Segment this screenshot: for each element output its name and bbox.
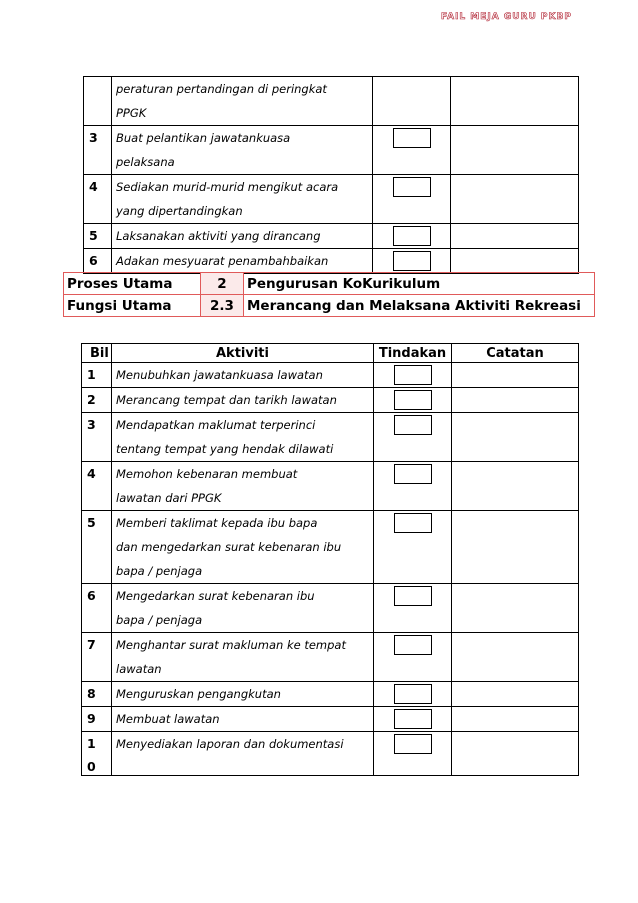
table-row [84,175,579,224]
activity-text: Buat pelantikan jawatankuasa [116,131,291,145]
row-number [84,77,112,126]
header-bil: Bil [82,344,112,363]
activity-cell [112,77,373,126]
activity-text: Mengedarkan surat kebenaran ibu [116,589,315,603]
table-row [82,511,579,584]
row-number: 2 [82,388,112,413]
row-number: 8 [82,682,112,707]
function-main-label: Fungsi Utama [64,295,201,317]
table-row [82,363,579,388]
activity-text: Menghantar surat makluman ke tempat [116,638,346,652]
catatan-cell[interactable] [452,462,579,511]
row-number: 5 [82,511,112,584]
tindakan-cell [373,175,451,224]
table-row [82,584,579,633]
table-row [82,462,579,511]
process-function-row [64,295,595,317]
activity-text: peraturan pertandingan di peringkat [116,82,327,96]
row-number: 9 [82,707,112,732]
row-number: 5 [84,224,112,249]
catatan-cell[interactable] [452,633,579,682]
catatan-cell[interactable] [451,77,579,126]
catatan-cell[interactable] [452,732,579,776]
catatan-cell[interactable] [452,363,579,388]
process-header-table [63,272,595,317]
activity-text: Mendapatkan maklumat terperinci [116,418,316,432]
function-main-number: 2.3 [201,295,244,317]
tindakan-cell [374,363,452,388]
tindakan-cell [374,732,452,776]
activity-cell [112,462,374,511]
catatan-cell[interactable] [452,413,579,462]
table-row [82,388,579,413]
tindakan-checkbox[interactable] [394,513,432,533]
tindakan-checkbox[interactable] [394,464,432,484]
activity-text: tentang tempat yang hendak dilawati [116,442,334,456]
activity-cell [112,224,373,249]
row-number: 6 [82,584,112,633]
activity-cell [112,584,374,633]
tindakan-checkbox[interactable] [394,684,432,704]
row-number: 4 [84,175,112,224]
catatan-cell[interactable] [452,682,579,707]
table-header-row [82,344,579,363]
tindakan-cell [373,249,451,274]
tindakan-checkbox[interactable] [394,586,432,606]
activity-cell [112,707,374,732]
header-tag: FAIL MEJA GURU PKBP [441,12,572,22]
activity-text: Menubuhkan jawatankuasa lawatan [116,368,323,382]
activity-cell [112,511,374,584]
process-main-row [64,273,595,295]
activity-text: lawatan dari PPGK [116,491,222,505]
activity-text: pelaksana [116,155,175,169]
row-number: 3 [84,126,112,175]
tindakan-cell [374,413,452,462]
activity-text: Sediakan murid-murid mengikut acara [116,180,339,194]
tindakan-cell [374,682,452,707]
tindakan-cell [374,633,452,682]
row-number-line: 1 [87,736,96,751]
tindakan-cell [374,388,452,413]
header-catatan: Catatan [452,344,579,363]
activity-table-continued [83,76,579,274]
tindakan-cell [374,707,452,732]
tindakan-checkbox[interactable] [394,365,432,385]
activity-table [81,343,579,776]
catatan-cell[interactable] [451,224,579,249]
function-main-title: Merancang dan Melaksana Aktiviti Rekreasi [244,295,595,317]
catatan-cell[interactable] [452,511,579,584]
catatan-cell[interactable] [451,249,579,274]
activity-cell [112,126,373,175]
table-row [82,707,579,732]
table-row [82,732,579,776]
row-number [82,732,112,776]
activity-cell [112,633,374,682]
tindakan-checkbox[interactable] [393,177,431,197]
row-number-line: 0 [87,759,96,774]
activity-text: bapa / penjaga [116,613,203,627]
activity-text: bapa / penjaga [116,564,203,578]
activity-cell [112,363,374,388]
tindakan-checkbox[interactable] [394,390,432,410]
tindakan-checkbox[interactable] [393,226,431,246]
activity-text: dan mengedarkan surat kebenaran ibu [116,540,342,554]
table-row [82,682,579,707]
activity-text: yang dipertandingkan [116,204,243,218]
tindakan-cell [374,511,452,584]
activity-text: Adakan mesyuarat penambahbaikan [116,254,329,268]
activity-text: PPGK [116,106,147,120]
activity-text: Menyediakan laporan dan dokumentasi [116,737,344,751]
activity-text: Laksanakan aktiviti yang dirancang [116,229,321,243]
activity-cell [112,175,373,224]
table-row [82,413,579,462]
activity-cell [112,388,374,413]
catatan-cell[interactable] [452,388,579,413]
tindakan-cell [373,126,451,175]
tindakan-checkbox[interactable] [393,128,431,148]
table-row [84,224,579,249]
tindakan-cell [373,77,451,126]
catatan-cell[interactable] [451,126,579,175]
table-row [84,77,579,126]
activity-text: Membuat lawatan [116,712,220,726]
tindakan-checkbox[interactable] [394,709,432,729]
table-row [84,126,579,175]
catatan-cell[interactable] [452,707,579,732]
process-main-label: Proses Utama [64,273,201,295]
activity-cell [112,413,374,462]
catatan-cell[interactable] [452,584,579,633]
activity-text: Menguruskan pengangkutan [116,687,281,701]
process-main-number: 2 [201,273,244,295]
table-row [84,249,579,274]
table-row [82,633,579,682]
activity-cell [112,732,374,776]
tindakan-cell [373,224,451,249]
header-aktiviti: Aktiviti [112,344,374,363]
header-tindakan: Tindakan [374,344,452,363]
row-number: 3 [82,413,112,462]
row-number: 1 [82,363,112,388]
activity-text: Memohon kebenaran membuat [116,467,298,481]
activity-text: Merancang tempat dan tarikh lawatan [116,393,337,407]
activity-cell [112,682,374,707]
tindakan-cell [374,584,452,633]
row-number: 7 [82,633,112,682]
tindakan-cell [374,462,452,511]
tindakan-checkbox[interactable] [394,635,432,655]
process-main-title: Pengurusan KoKurikulum [244,273,595,295]
row-number: 6 [84,249,112,274]
tindakan-checkbox[interactable] [394,734,432,754]
activity-text: lawatan [116,662,162,676]
tindakan-checkbox[interactable] [393,251,431,271]
catatan-cell[interactable] [451,175,579,224]
tindakan-checkbox[interactable] [394,415,432,435]
activity-cell [112,249,373,274]
row-number: 4 [82,462,112,511]
activity-text: Memberi taklimat kepada ibu bapa [116,516,318,530]
